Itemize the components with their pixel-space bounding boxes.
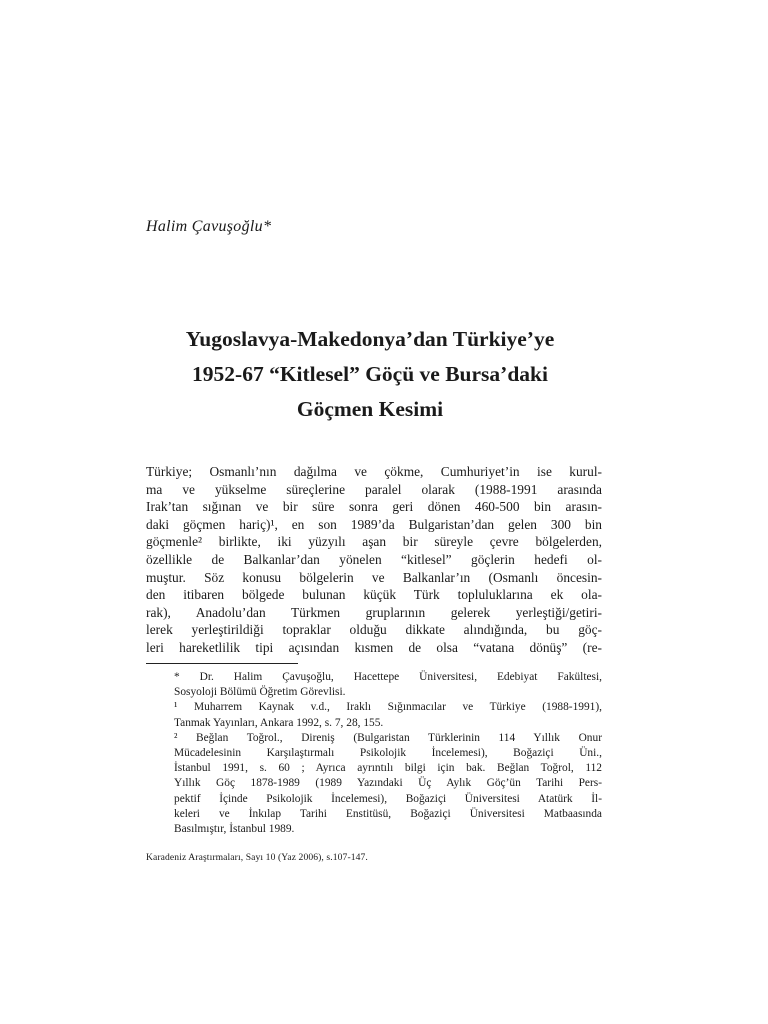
footnote-divider	[146, 663, 298, 664]
body-paragraph	[146, 463, 602, 657]
journal-citation: Karadeniz Araştırmaları, Sayı 10 (Yaz 2006), s.107-147.	[146, 852, 368, 863]
article-title	[130, 322, 610, 427]
footnote-line: * Dr. Halim Çavuşoğlu, Hacettepe Üniversitesi, Edebiyat Fakültesi,	[174, 671, 602, 683]
footnote-line: Yıllık Göç 1878-1989 (1989 Yazındaki Üç Aylık Göç’ün Tarihi Pers-	[174, 777, 602, 790]
body-line: Türkiye; Osmanlı’nın dağılma ve çökme, Cumhuriyet’in ise kurul-	[146, 464, 602, 479]
footnote-line: ¹ Muharrem Kaynak v.d., Iraklı Sığınmacılar ve Türkiye (1988-1991),	[174, 701, 602, 714]
title-line: Göçmen Kesimi	[296, 397, 444, 421]
body-line: ma ve yükselme süreçlerine paralel olarak (1988-1991 arasında	[146, 481, 602, 497]
body-line: den itibaren bölgede bulunan küçük Türk topluluklarına ek ola-	[146, 587, 602, 603]
footnote-line: Basılmıştır, İstanbul 1989.	[174, 823, 295, 836]
footnote-line: Mücadelesinin Karşılaştırmalı Psikolojik İncelemesi), Boğaziçi Üni.,	[174, 747, 602, 760]
title-line: 1952-67 “Kitlesel” Göçü ve Bursa’daki	[192, 362, 548, 386]
body-line: göçmenle² birlikte, iki yüzyılı aşan bir süreyle çevre bölgelerden,	[146, 534, 602, 550]
footnote-line: Tanmak Yayınları, Ankara 1992, s. 7, 28, 155.	[174, 716, 384, 729]
title-line: Yugoslavya-Makedonya’dan Türkiye’ye	[185, 327, 555, 351]
body-line: leri hareketlilik tipi açısından kısmen de olsa “vatana dönüş” (re-	[146, 639, 602, 655]
body-line: daki göçmen hariç)¹, en son 1989’da Bulgaristan’dan gelen 300 bin	[146, 516, 602, 532]
body-line: muştur. Söz konusu bölgelerin ve Balkanlar’ın (Osmanlı öncesin-	[146, 569, 602, 585]
footnotes	[174, 670, 602, 837]
footnote-line: Sosyoloji Bölümü Öğretim Görevlisi.	[174, 686, 346, 699]
author-name: Halim Çavuşoğlu*	[146, 218, 272, 235]
body-line: özellikle de Balkanlar’dan yönelen “kitlesel” göçlerin hedefi ol-	[146, 551, 602, 567]
body-line: lerek yerleştirildiği topraklar olduğu dikkate alındığında, bu göç-	[146, 622, 602, 638]
body-line: Irak’tan sığınan ve bir süre sonra geri dönen 460-500 bin arasın-	[146, 499, 602, 515]
footnote-line: pektif İçinde Psikolojik İncelemesi), Boğaziçi Üniversitesi Atatürk İl-	[174, 792, 602, 805]
body-line: rak), Anadolu’dan Türkmen gruplarının gelerek yerleştiği/getiri-	[146, 604, 602, 620]
footnote-line: keleri ve İnkılap Tarihi Enstitüsü, Boğaziçi Üniversitesi Matbaasında	[174, 807, 602, 820]
footnote-line: İstanbul 1991, s. 60 ; Ayrıca ayrıntılı bilgi için bak. Beğlan Toğrol, 112	[174, 762, 602, 775]
footnote-line: ² Beğlan Toğrol., Direniş (Bulgaristan Türklerinin 114 Yıllık Onur	[174, 731, 602, 744]
